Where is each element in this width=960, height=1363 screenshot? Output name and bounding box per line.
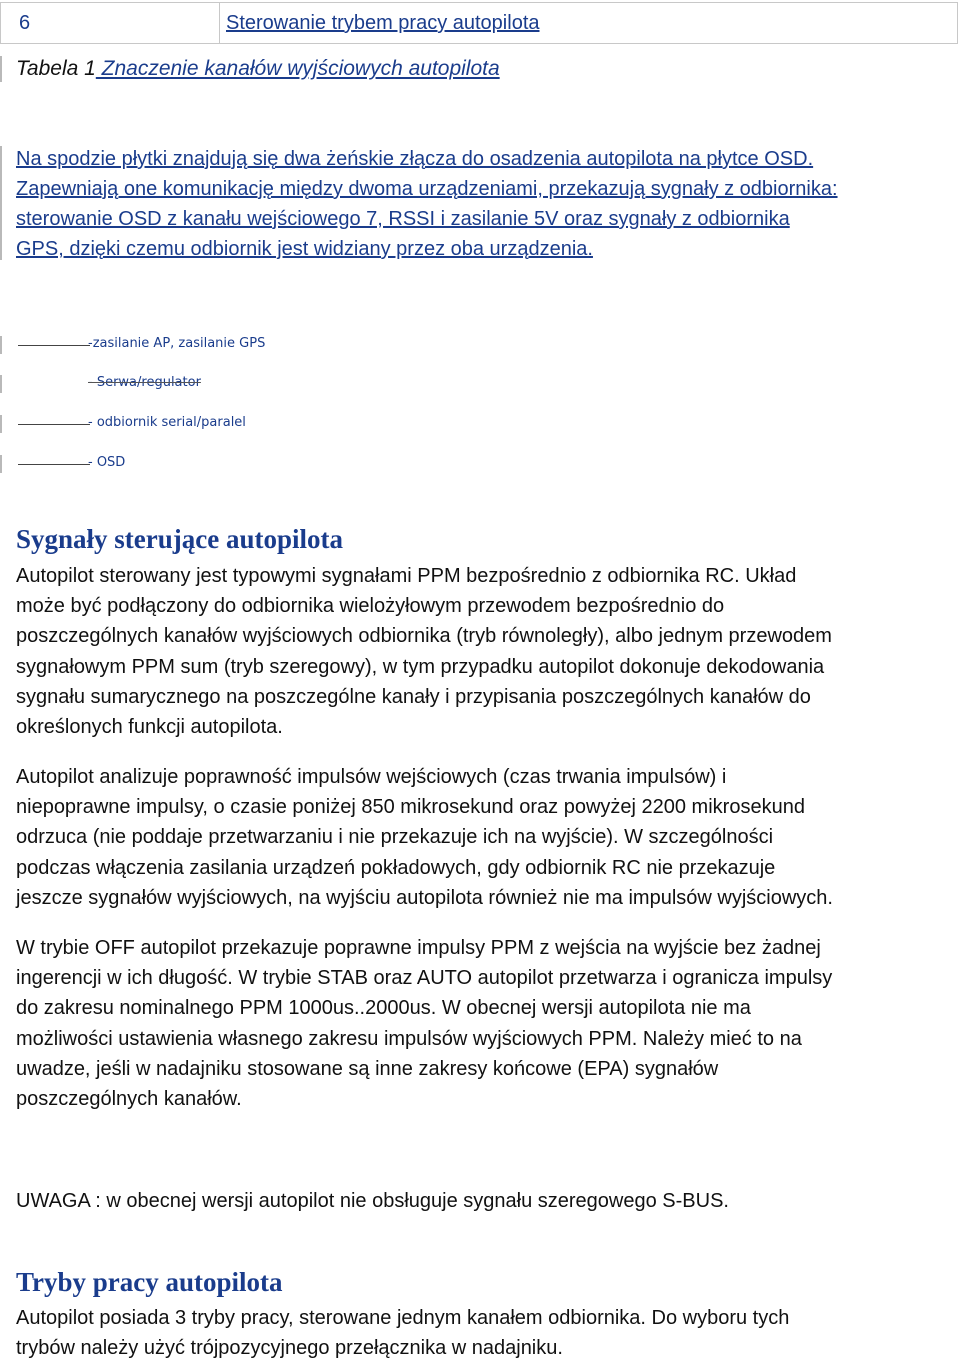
- margin-bar: [0, 146, 2, 260]
- text-line: sygnału sumarycznego na poszczególne kanały i przypisania poszczególnych kanałów do: [16, 685, 811, 708]
- text-line: Autopilot posiada 3 tryby pracy, sterowane jednym kanałem odbiornika. Do wyboru tych: [16, 1307, 790, 1329]
- text-line: Autopilot analizuje poprawność impulsów wejściowych (czas trwania impulsów) i: [16, 766, 727, 788]
- connector-item: [0, 453, 300, 475]
- section-heading: Tryby pracy autopilota: [16, 1267, 283, 1297]
- margin-bar: [0, 455, 2, 473]
- text-line: do zakresu nominalnego PPM 1000us..2000us. W obecnej wersji autopilota nie ma: [16, 997, 751, 1020]
- intro-line: sterowanie OSD z kanału wejściowego 7, RSSI i zasilanie 5V oraz sygnały z odbiornika: [16, 208, 790, 230]
- text-line: niepoprawne impulsy, o czasie poniżej 850 mikrosekund oraz powyżej 2200 mikrosekund: [16, 796, 805, 819]
- intro-line: GPS, dzięki czemu odbiornik jest widziany przez oba urządzenia.: [16, 238, 593, 260]
- caption-link[interactable]: Znaczenie kanałów wyjściowych autopilota: [95, 57, 500, 80]
- intro-line: Na spodzie płytki znajdują się dwa żeńskie złącza do osadzenia autopilota na płytce OSD.: [16, 148, 814, 170]
- connector-label: - OSD: [88, 455, 126, 470]
- paragraph: [16, 561, 956, 742]
- section-title-link[interactable]: Sterowanie trybem pracy autopilota: [226, 12, 540, 34]
- text-line: trybów należy użyć trójpozycyjnego przełącznika w nadajniku.: [16, 1337, 563, 1360]
- intro-line: Zapewniają one komunikację między dwoma urządzeniami, przekazują sygnały z odbiornika:: [16, 178, 838, 200]
- margin-bar: [0, 375, 2, 393]
- text-line: uwadze, jeśli w nadajniku stosowane są inne zakresy końcowe (EPA) sygnałów: [16, 1057, 719, 1080]
- text-line: UWAGA : w obecnej wersji autopilot nie obsługuje sygnału szeregowego S-BUS.: [16, 1190, 729, 1212]
- connector-item: [0, 373, 300, 395]
- text-line: podczas włączenia zasilania urządzeń pokładowych, gdy odbiornik RC nie przekazuje: [16, 856, 776, 879]
- text-line: ingerencji w ich długość. W trybie STAB oraz AUTO autopilot przetwarza i ogranicza impulsy: [16, 967, 833, 990]
- text-line: W trybie OFF autopilot przekazuje poprawne impulsy PPM z wejścia na wyjście bez żadnej: [16, 937, 821, 959]
- warning-note: [16, 1186, 956, 1216]
- text-line: możliwości ustawienia własnego zakresu impulsów wyjściowych PPM. Należy mieć to na: [16, 1027, 802, 1050]
- text-line: odrzuca (nie poddaje przetwarzaniu i nie przekazuje ich na wyjście). W szczególności: [16, 826, 774, 849]
- text-line: poszczególnych kanałów wyjściowych odbiornika (tryb równoległy), albo jednym przewodem: [16, 625, 832, 648]
- connector-label: - Serwa/regulator: [88, 375, 201, 390]
- header-table: [0, 2, 958, 44]
- connector-item: [0, 413, 300, 435]
- connector-label: -zasilanie AP, zasilanie GPS: [88, 336, 266, 351]
- section-title-cell: [220, 3, 957, 43]
- leader-line: [18, 424, 90, 425]
- text-line: Autopilot sterowany jest typowymi sygnałami PPM bezpośrednio z odbiornika RC. Układ: [16, 565, 797, 587]
- section-number: 6: [19, 12, 31, 34]
- paragraph: [16, 762, 956, 913]
- table-caption: [16, 57, 500, 81]
- leader-line: [18, 345, 90, 346]
- connector-label: - odbiornik serial/paralel: [88, 415, 246, 430]
- margin-bar: [0, 56, 2, 82]
- paragraph: [16, 933, 956, 1114]
- margin-bar: [0, 415, 2, 433]
- intro-paragraph[interactable]: [16, 144, 956, 264]
- paragraph: [16, 1303, 956, 1363]
- text-line: może być podłączony do odbiornika wielożyłowym przewodem bezpośrednio do: [16, 595, 725, 618]
- caption-prefix: Tabela 1: [16, 57, 96, 80]
- connector-item: [0, 334, 300, 356]
- text-line: poszczególnych kanałów.: [16, 1088, 242, 1111]
- section-heading: Sygnały sterujące autopilota: [16, 524, 343, 554]
- leader-line: [18, 464, 90, 465]
- section-number-cell: [1, 3, 220, 43]
- text-line: sygnałowym PPM sum (tryb szeregowy), w tym przypadku autopilot dokonuje dekodowania: [16, 655, 825, 678]
- margin-bar: [0, 336, 2, 354]
- text-line: jeszcze sygnałów wyjściowych, na wyjściu autopilota również nie ma impulsów wyjściowych.: [16, 886, 833, 909]
- text-line: określonych funkcji autopilota.: [16, 716, 283, 739]
